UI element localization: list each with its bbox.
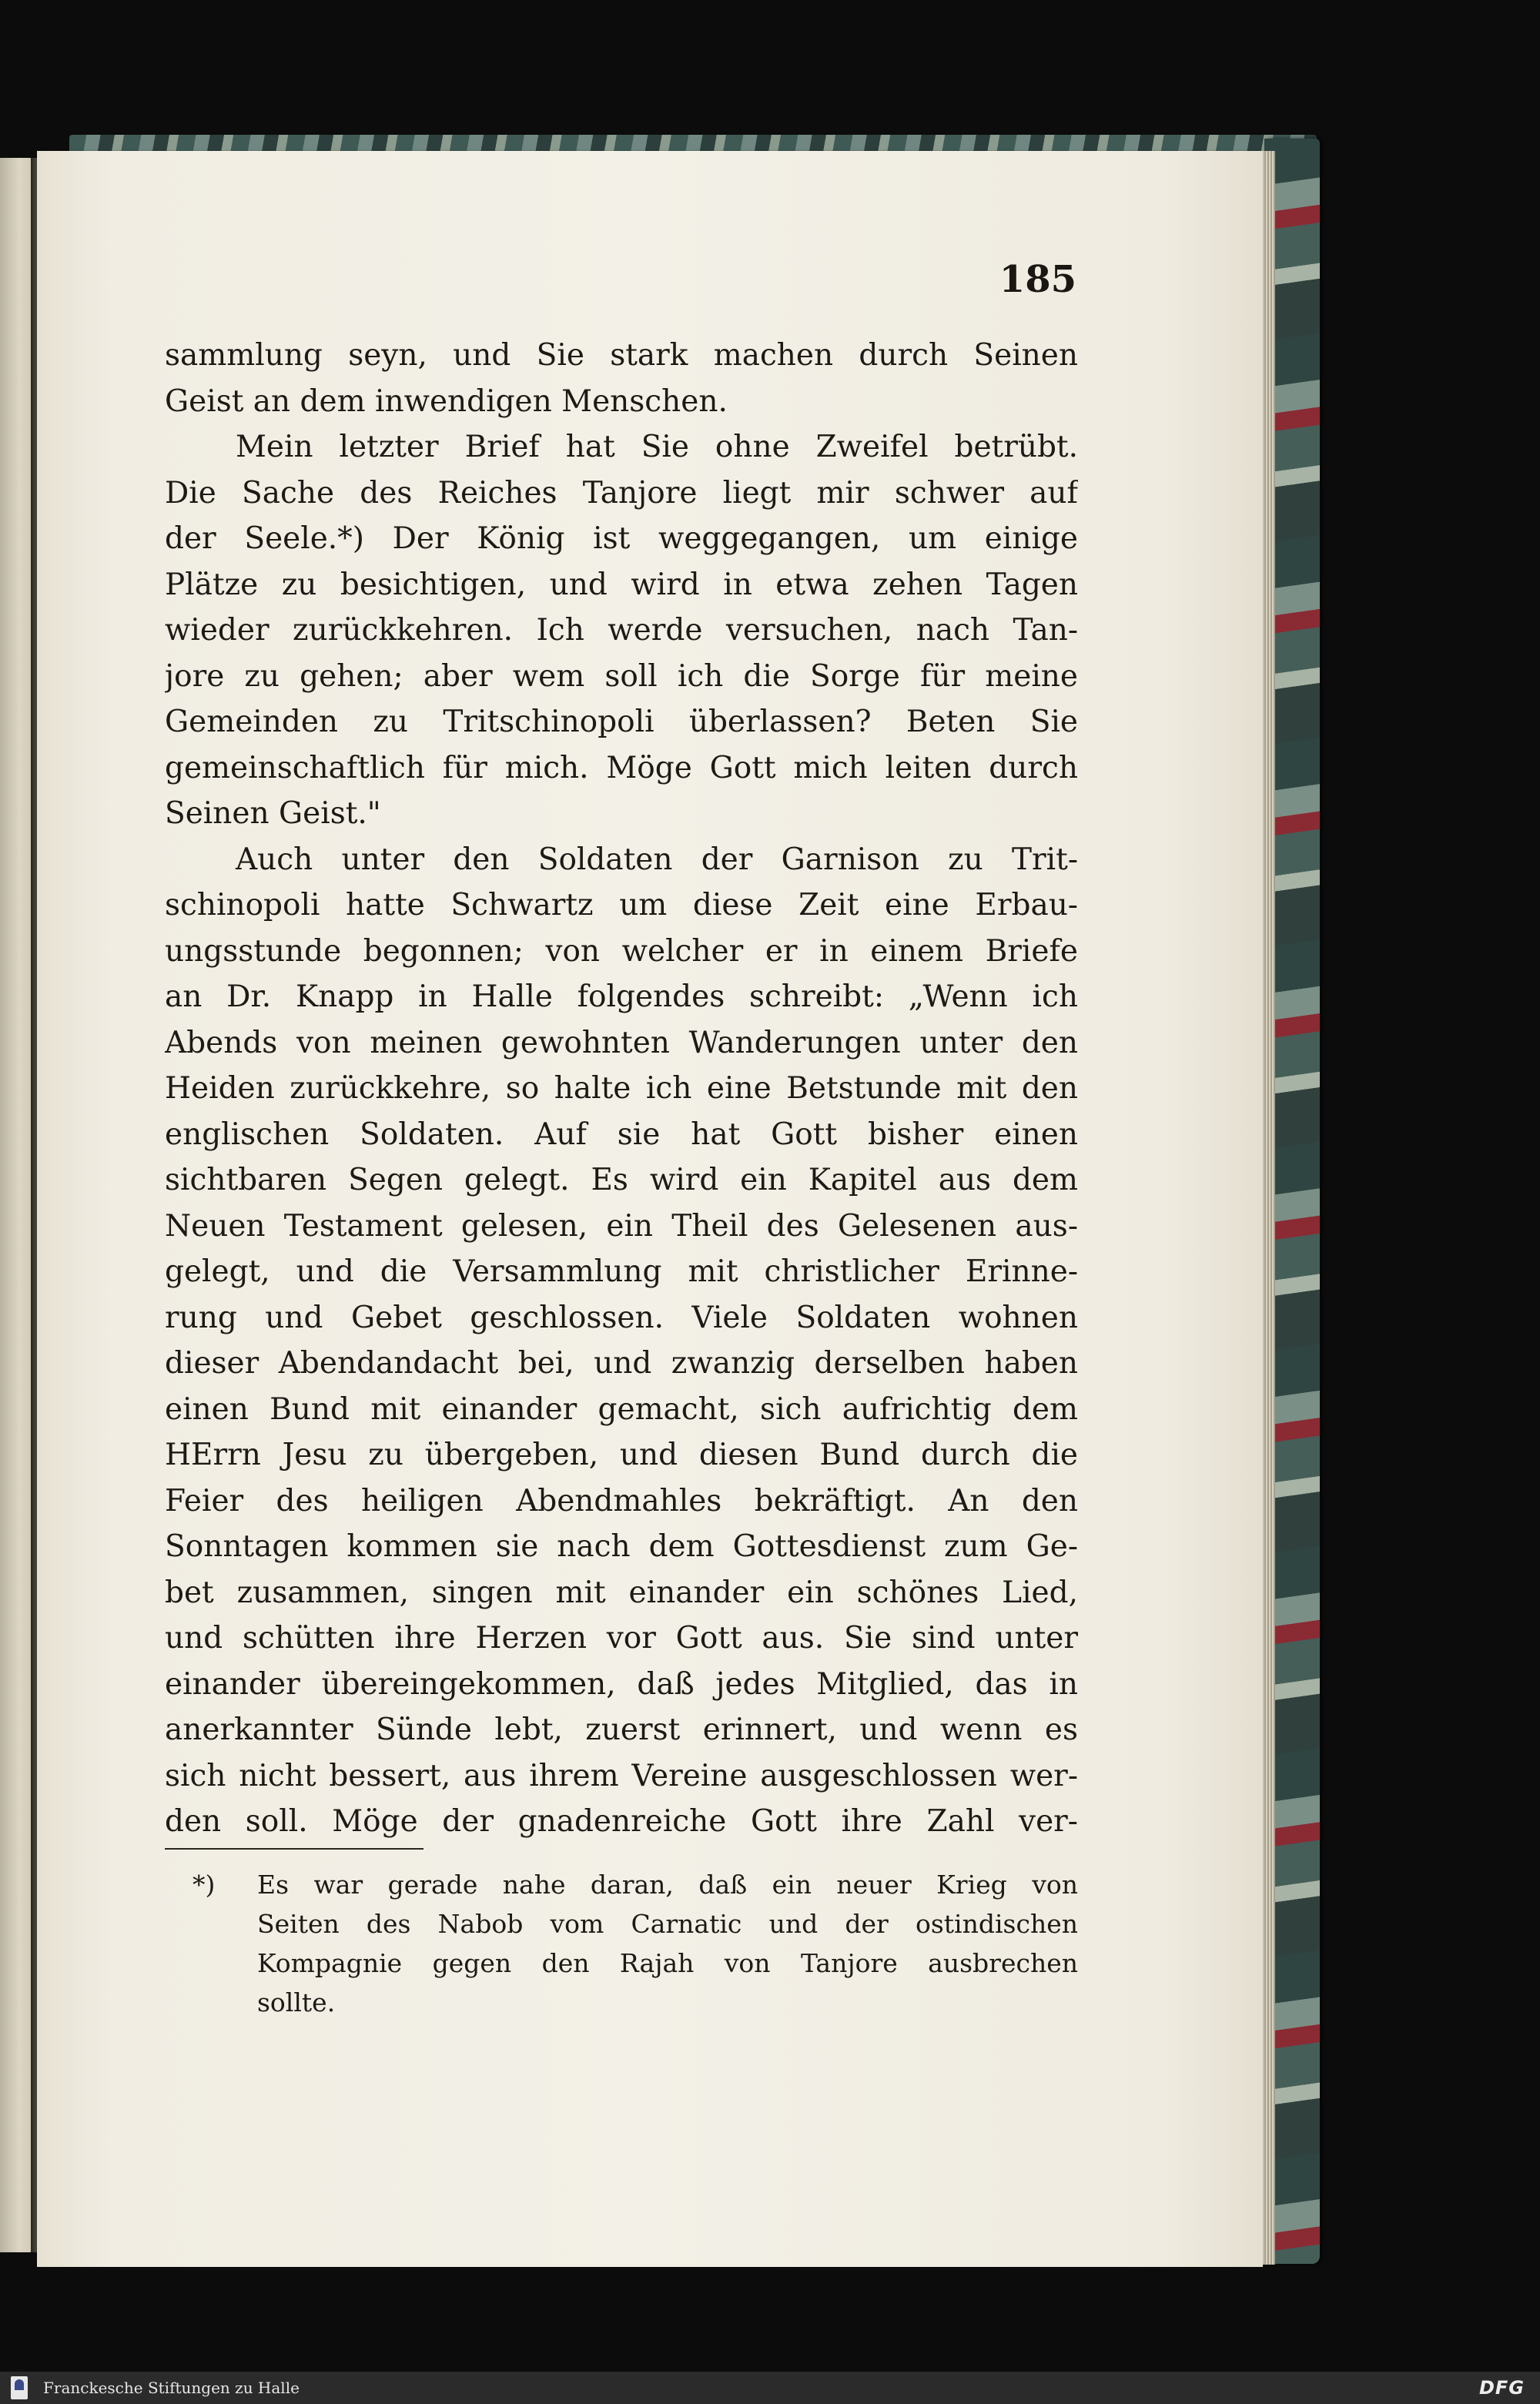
text-line: an Dr. Knapp in Halle folgendes schreibt: „Wenn ich [165,979,1078,1014]
text-line: HErrn Jesu zu übergeben, und diesen Bund durch die [165,1438,1078,1472]
text-line: ungsstunde begonnen; von welcher er in einem Briefe [165,933,1078,969]
text-line: dieser Abendandacht bei, und zwanzig derselben haben [165,1346,1078,1381]
footnote-line: sollte. [257,1987,336,2017]
footnote-marker: *) [192,1870,216,1900]
footnote-rule [165,1848,424,1850]
footnote-line: Kompagnie gegen den Rajah von Tanjore ausbrechen [257,1948,1078,1978]
text-line: gemeinschaftlich für mich. Möge Gott mich leiten durch [165,750,1078,785]
text-line: bet zusammen, singen mit einander ein schönes Lied, [165,1575,1078,1610]
text-line: der Seele.*) Der König ist weggegangen, um einige [165,521,1078,556]
institution-logo-icon[interactable] [11,2376,28,2399]
text-line: Geist an dem inwendigen Menschen. [165,383,728,419]
body-text [165,333,1078,1845]
text-line: Plätze zu besichtigen, und wird in etwa zehen Tagen [165,567,1078,602]
viewer-footer-bar [0,2372,1540,2404]
dfg-logo[interactable]: DFG [1478,2377,1525,2399]
footnote-line: Seiten des Nabob vom Carnatic und der ostindischen [257,1909,1078,1939]
text-line: sich nicht bessert, aus ihrem Vereine ausgeschlossen wer- [165,1758,1078,1793]
text-line: Abends von meinen gewohnten Wanderungen unter den [165,1025,1078,1060]
text-line: und schütten ihre Herzen vor Gott aus. Sie sind unter [165,1621,1078,1656]
text-line: Seinen Geist." [165,796,381,831]
text-line: rung und Gebet geschlossen. Viele Soldaten wohnen [165,1300,1078,1335]
text-line: Heiden zurückkehre, so halte ich eine Betstunde mit den [165,1071,1078,1106]
text-line: den soll. Möge der gnadenreiche Gott ihre Zahl ver- [165,1804,1078,1839]
text-line: Gemeinden zu Tritschinopoli überlassen? Beten Sie [165,705,1078,739]
text-line: Mein letzter Brief hat Sie ohne Zweifel betrübt. [236,430,1078,464]
text-line: einen Bund mit einander gemacht, sich aufrichtig dem [165,1391,1078,1427]
text-line: Neuen Testament gelesen, ein Theil des Gelesenen aus- [165,1208,1078,1244]
text-line: einander übereingekommen, daß jedes Mitglied, das in [165,1666,1078,1702]
text-line: gelegt, und die Versammlung mit christlicher Erinne- [165,1254,1078,1289]
text-line: Sonntagen kommen sie nach dem Gottesdienst zum Ge- [165,1529,1078,1564]
text-line: sichtbaren Segen gelegt. Es wird ein Kapitel aus dem [165,1163,1078,1197]
footnote-line: Es war gerade nahe daran, daß ein neuer Krieg von [257,1870,1078,1900]
text-line: englischen Soldaten. Auf sie hat Gott bisher einen [165,1117,1078,1152]
text-line: Feier des heiligen Abendmahles bekräftigt. An den [165,1483,1078,1518]
text-line: jore zu gehen; aber wem soll ich die Sorge für meine [165,658,1078,694]
text-line: wieder zurückkehren. Ich werde versuchen, nach Tan- [165,613,1078,648]
text-line: Auch unter den Soldaten der Garnison zu Trit- [236,842,1078,877]
page-number: 185 [999,258,1076,301]
institution-name[interactable]: Franckesche Stiftungen zu Halle [43,2379,300,2397]
text-line: sammlung seyn, und Sie stark machen durch Seinen [165,338,1078,373]
footnote [165,1865,1078,2022]
text-line: anerkannter Sünde lebt, zuerst erinnert, und wenn es [165,1713,1078,1747]
text-line: schinopoli hatte Schwartz um diese Zeit eine Erbau- [165,888,1078,922]
text-line: Die Sache des Reiches Tanjore liegt mir schwer auf [165,475,1078,511]
